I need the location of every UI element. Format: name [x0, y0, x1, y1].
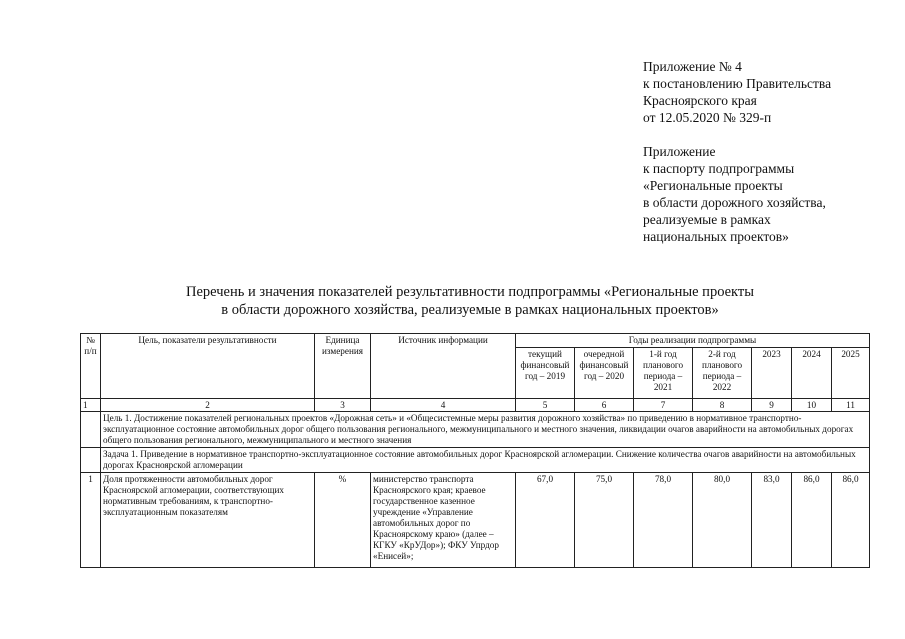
document-title — [80, 283, 860, 319]
appendix-line: реализуемые в рамках — [643, 212, 771, 227]
value-2020: 75,0 — [575, 473, 634, 568]
appendix-line: «Региональные проекты — [643, 178, 783, 193]
column-number: 4 — [371, 399, 516, 412]
column-number: 5 — [516, 399, 575, 412]
row-num: 1 — [81, 473, 101, 568]
indicators-table — [80, 333, 870, 568]
appendix-line: Приложение — [643, 144, 716, 159]
attachment-line: к постановлению Правительства — [643, 76, 832, 91]
header-years-group: Годы реализации подпрограммы — [516, 334, 870, 348]
column-number: 11 — [832, 399, 870, 412]
appendix-line: национальных проектов» — [643, 229, 789, 244]
attachment-line: Красноярского края — [643, 93, 757, 108]
column-number: 6 — [575, 399, 634, 412]
indicator-source: министерство транспорта Красноярского края; краевое государственное казенное учреждение «Управление автомобильных дорог по Красноярскому краю» (далее – КГКУ «КрУДор»); ФКУ Упрдор «Енисей»; — [371, 473, 516, 568]
column-number: 9 — [752, 399, 792, 412]
task-1-text: Задача 1. Приведение в нормативное транспортно-эксплуатационное состояние автомобильных дорог Красноярской агломерации. Снижение количества очагов аварийности на автомобильных дорогах Красноярской агломерации — [101, 448, 870, 473]
header-num: № п/п — [81, 334, 101, 399]
goal-empty-cell — [81, 412, 101, 448]
header-2025: 2025 — [832, 348, 870, 399]
goal-1-text: Цель 1. Достижение показателей региональных проектов «Дорожная сеть» и «Общесистемные меры развития дорожного хозяйства» по приведению в нормативное транспортно-эксплуатационное состояние автомобильных дорог общего пользования регионального, межмуниципального и местного значения, ликвидации очагов аварийности на автомобильных дорогах общего пользования регионального, межмуниципального и местного значения — [101, 412, 870, 448]
value-2022: 80,0 — [693, 473, 752, 568]
task-row — [81, 448, 870, 473]
header-2023: 2023 — [752, 348, 792, 399]
table-row — [81, 473, 870, 568]
column-number: 7 — [634, 399, 693, 412]
attachment-gap — [643, 126, 893, 143]
header-2024: 2024 — [792, 348, 832, 399]
value-2019: 67,0 — [516, 473, 575, 568]
value-2024: 86,0 — [792, 473, 832, 568]
value-2023: 83,0 — [752, 473, 792, 568]
column-number: 10 — [792, 399, 832, 412]
column-number: 3 — [315, 399, 371, 412]
indicator-name: Доля протяженности автомобильных дорог Красноярской агломерации, соответствующих нормативным требованиям, к транспортно-эксплуатационным показателям — [101, 473, 315, 568]
column-number-row — [81, 399, 870, 412]
column-number: 1 — [81, 399, 101, 412]
value-2021: 78,0 — [634, 473, 693, 568]
appendix-line: в области дорожного хозяйства, — [643, 195, 826, 210]
goal-row — [81, 412, 870, 448]
header-plan-year-2: 2-й год планового периода – 2022 — [693, 348, 752, 399]
attachment-line: Приложение № 4 — [643, 59, 742, 74]
header-next-year: очередной финансовый год – 2020 — [575, 348, 634, 399]
header-row-1 — [81, 334, 870, 348]
header-goal: Цель, показатели результативности — [101, 334, 315, 399]
column-number: 2 — [101, 399, 315, 412]
indicator-unit: % — [315, 473, 371, 568]
header-source: Источник информации — [371, 334, 516, 399]
header-current-year: текущий финансовый год – 2019 — [516, 348, 575, 399]
appendix-line: к паспорту подпрограммы — [643, 161, 795, 176]
attachment-block — [643, 58, 893, 245]
column-number: 8 — [693, 399, 752, 412]
title-line-2: в области дорожного хозяйства, реализуемые в рамках национальных проектов» — [221, 302, 719, 318]
value-2025: 86,0 — [832, 473, 870, 568]
attachment-line: от 12.05.2020 № 329-п — [643, 110, 772, 125]
task-empty-cell — [81, 448, 101, 473]
header-unit: Единица измерения — [315, 334, 371, 399]
title-line-1: Перечень и значения показателей результативности подпрограммы «Региональные проекты — [186, 284, 754, 300]
header-plan-year-1: 1-й год планового периода – 2021 — [634, 348, 693, 399]
